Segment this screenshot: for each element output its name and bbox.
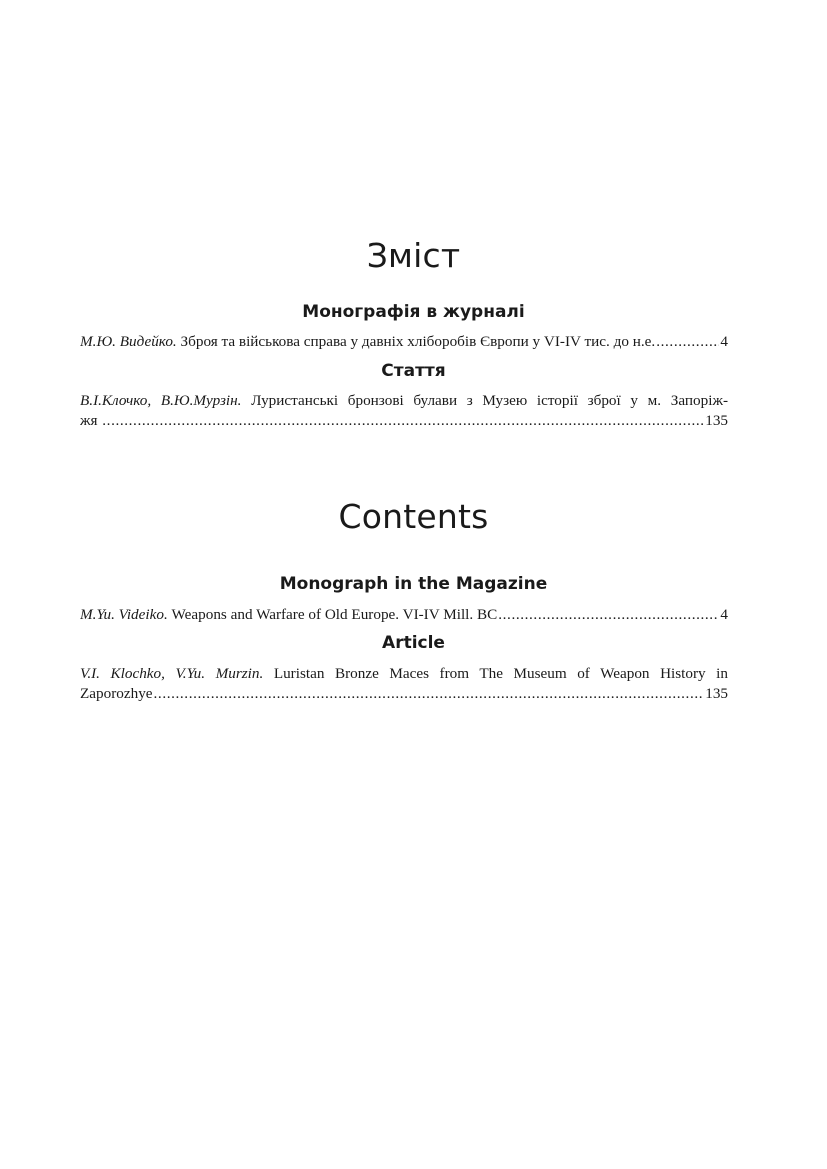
entry-title-line2: Zaporozhye (80, 685, 153, 702)
dot-leader (154, 684, 705, 704)
entry-page-number: 135 (705, 412, 728, 429)
entry-author: В.І.Клочко, В.Ю.Мурзін. (80, 392, 242, 409)
dot-leader (102, 411, 704, 431)
entry-page-number: 135 (705, 685, 728, 702)
section-heading-article-en: Article (382, 633, 445, 653)
entry-page-number: 4 (720, 333, 728, 350)
section-heading-monograph-ua: Монографія в журналі (302, 302, 525, 322)
entry-title: Зброя та військова справа у давніх хліборобів Європи у VI-IV тис. до н.е. (180, 333, 656, 350)
dot-leader (656, 332, 719, 352)
entry-author: V.I. Klochko, V.Yu. Murzin. (80, 665, 264, 682)
toc-entry-klochko-en[interactable] (80, 664, 728, 704)
english-contents-title: Contents (338, 497, 489, 536)
section-heading-article-ua: Стаття (381, 361, 446, 381)
toc-entry-videiko-en[interactable] (80, 605, 728, 625)
entry-author: М.Ю. Видейко. (80, 333, 177, 350)
toc-entry-klochko-ua[interactable] (80, 391, 728, 431)
section-heading-monograph-en: Monograph in the Magazine (279, 574, 548, 594)
entry-title-line1: Луристанські бронзові булави з Музею історії зброї у м. Запоріж- (251, 392, 728, 409)
entry-author: M.Yu. Videiko. (80, 606, 168, 623)
entry-title: Weapons and Warfare of Old Europe. VI-IV Mill. BC (171, 606, 498, 623)
entry-title-line2: жя (80, 412, 98, 429)
dot-leader (498, 605, 719, 625)
ukrainian-contents-title: Зміст (366, 236, 461, 275)
entry-title-line1: Luristan Bronze Maces from The Museum of Weapon History in (273, 665, 728, 682)
toc-entry-videiko-ua[interactable] (80, 332, 728, 352)
entry-page-number: 4 (720, 606, 728, 623)
